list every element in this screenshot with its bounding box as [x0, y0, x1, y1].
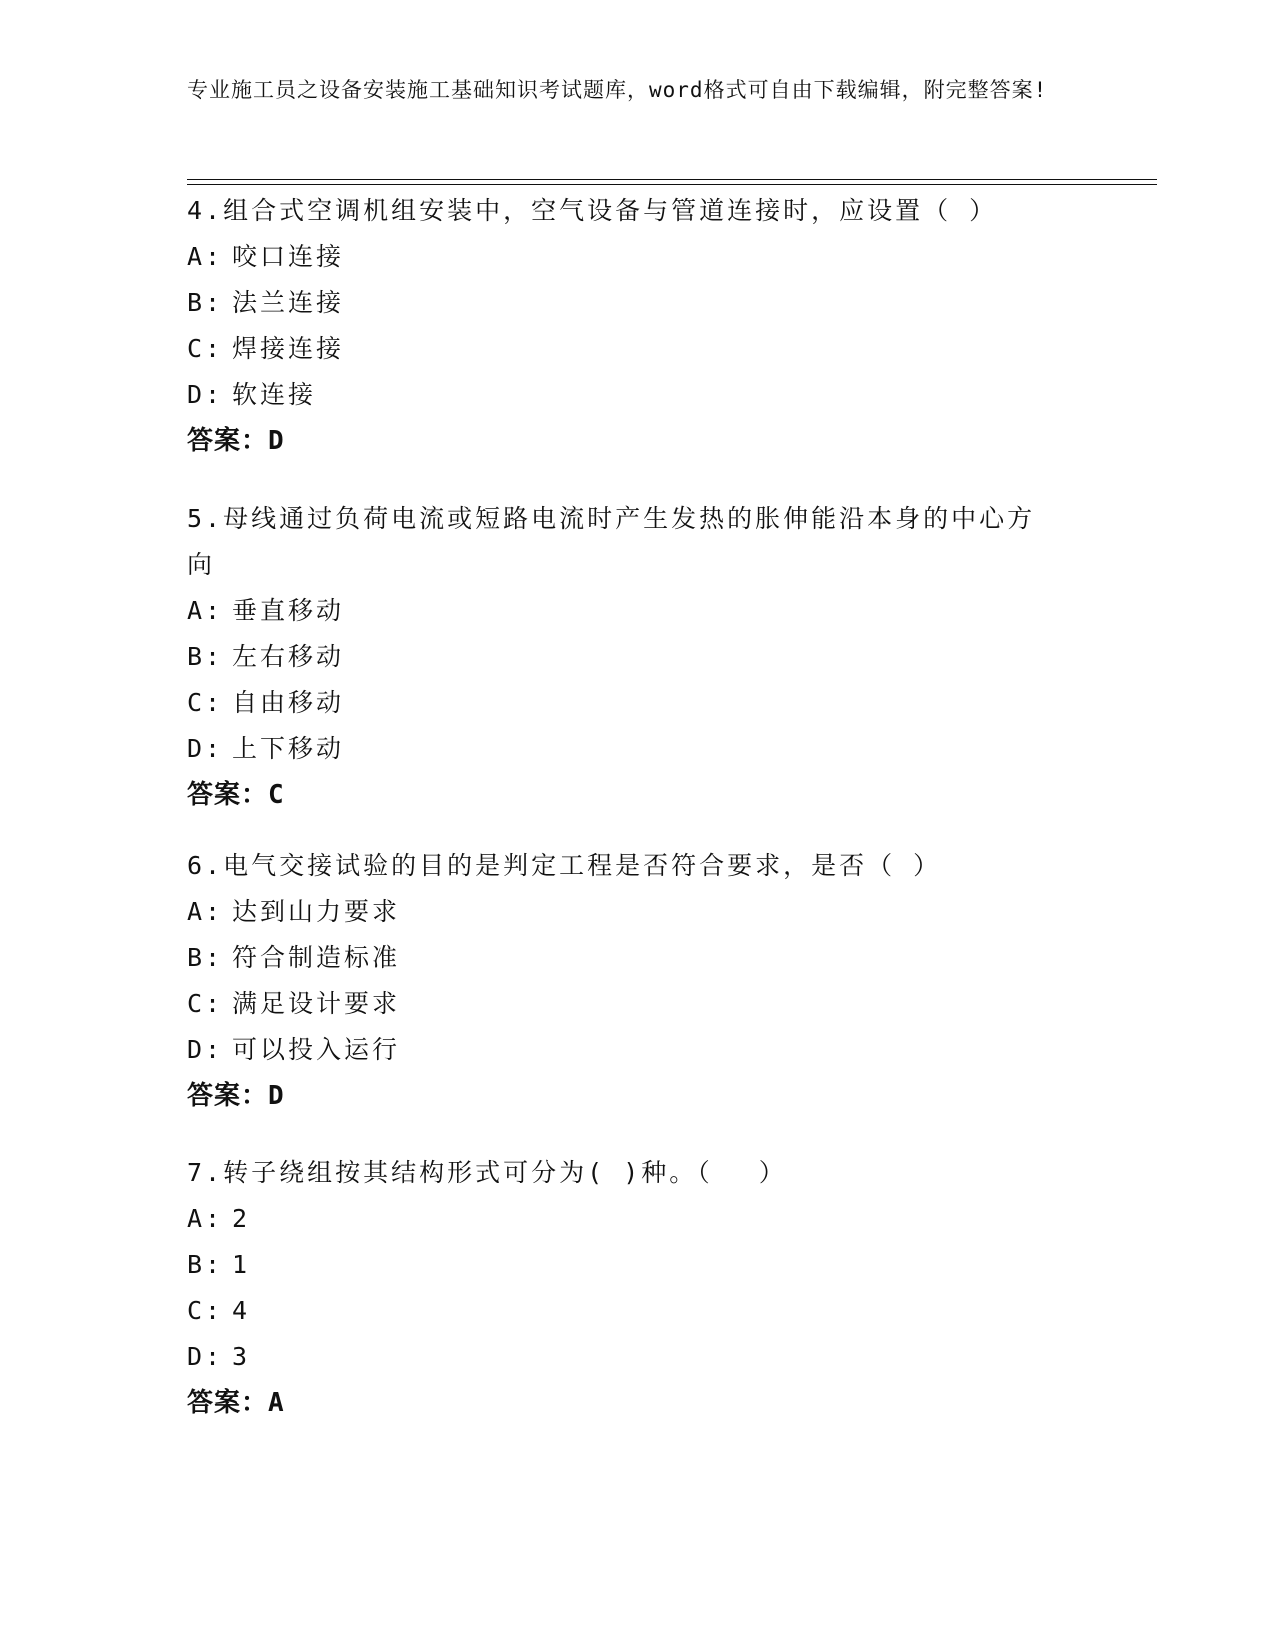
option-letter: C: [187, 334, 224, 363]
option-c [187, 326, 1087, 372]
answer-label: 答案： [187, 1388, 269, 1418]
question-block [187, 843, 1087, 1119]
option-text: 可以投入运行 [232, 1035, 401, 1064]
answer-line [187, 1073, 1087, 1119]
option-a [187, 588, 1037, 634]
document-header: 专业施工员之设备安装施工基础知识考试题库，word格式可自由下载编辑，附完整答案! [187, 78, 1048, 102]
answer-value: C [268, 780, 285, 810]
option-c [187, 680, 1037, 726]
option-text: 左右移动 [232, 642, 345, 671]
option-a [187, 234, 1087, 280]
option-b [187, 935, 1087, 981]
option-text: 4 [232, 1296, 251, 1325]
option-b [187, 280, 1087, 326]
question-block [187, 1150, 1087, 1426]
option-a [187, 1196, 1087, 1242]
option-letter: D: [187, 380, 224, 409]
option-letter: C: [187, 1296, 224, 1325]
answer-line [187, 418, 1087, 464]
option-letter: B: [187, 943, 224, 972]
answer-value: A [268, 1388, 285, 1418]
answer-value: D [268, 1081, 285, 1111]
option-letter: D: [187, 734, 224, 763]
question-text: 6.电气交接试验的目的是判定工程是否符合要求，是否（ ） [187, 851, 942, 880]
option-c [187, 1288, 1087, 1334]
option-letter: B: [187, 1250, 224, 1279]
header-divider-bottom [187, 184, 1157, 185]
answer-value: D [268, 426, 285, 456]
option-letter: D: [187, 1342, 224, 1371]
option-text: 上下移动 [232, 734, 345, 763]
option-d [187, 726, 1037, 772]
option-text: 符合制造标准 [232, 943, 401, 972]
answer-label: 答案： [187, 1081, 269, 1111]
option-letter: A: [187, 596, 224, 625]
option-b [187, 1242, 1087, 1288]
option-d [187, 1334, 1087, 1380]
option-letter: B: [187, 288, 224, 317]
option-text: 自由移动 [232, 688, 345, 717]
option-letter: C: [187, 989, 224, 1018]
option-letter: D: [187, 1035, 224, 1064]
option-text: 垂直移动 [232, 596, 345, 625]
question-text: 7.转子绕组按其结构形式可分为( )种。（ ） [187, 1158, 787, 1187]
option-text: 法兰连接 [232, 288, 345, 317]
answer-line [187, 772, 1037, 818]
option-text: 2 [232, 1204, 251, 1233]
option-letter: A: [187, 242, 224, 271]
option-b [187, 634, 1037, 680]
option-letter: A: [187, 1204, 224, 1233]
option-a [187, 889, 1087, 935]
answer-line [187, 1380, 1087, 1426]
option-text: 焊接连接 [232, 334, 345, 363]
option-letter: A: [187, 897, 224, 926]
option-d [187, 372, 1087, 418]
option-d [187, 1027, 1087, 1073]
option-text: 咬口连接 [232, 242, 345, 271]
question-text: 4.组合式空调机组安装中，空气设备与管道连接时，应设置（ ） [187, 196, 998, 225]
question-text: 5.母线通过负荷电流或短路电流时产生发热的胀伸能沿本身的中心方向 [187, 504, 1036, 579]
option-letter: B: [187, 642, 224, 671]
option-text: 达到山力要求 [232, 897, 401, 926]
option-text: 1 [232, 1250, 251, 1279]
option-letter: C: [187, 688, 224, 717]
question-block [187, 188, 1087, 464]
answer-label: 答案： [187, 780, 269, 810]
option-c [187, 981, 1087, 1027]
question-block [187, 496, 1037, 818]
option-text: 满足设计要求 [232, 989, 401, 1018]
option-text: 3 [232, 1342, 251, 1371]
option-text: 软连接 [232, 380, 317, 409]
answer-label: 答案： [187, 426, 269, 456]
header-divider-top [187, 179, 1157, 180]
